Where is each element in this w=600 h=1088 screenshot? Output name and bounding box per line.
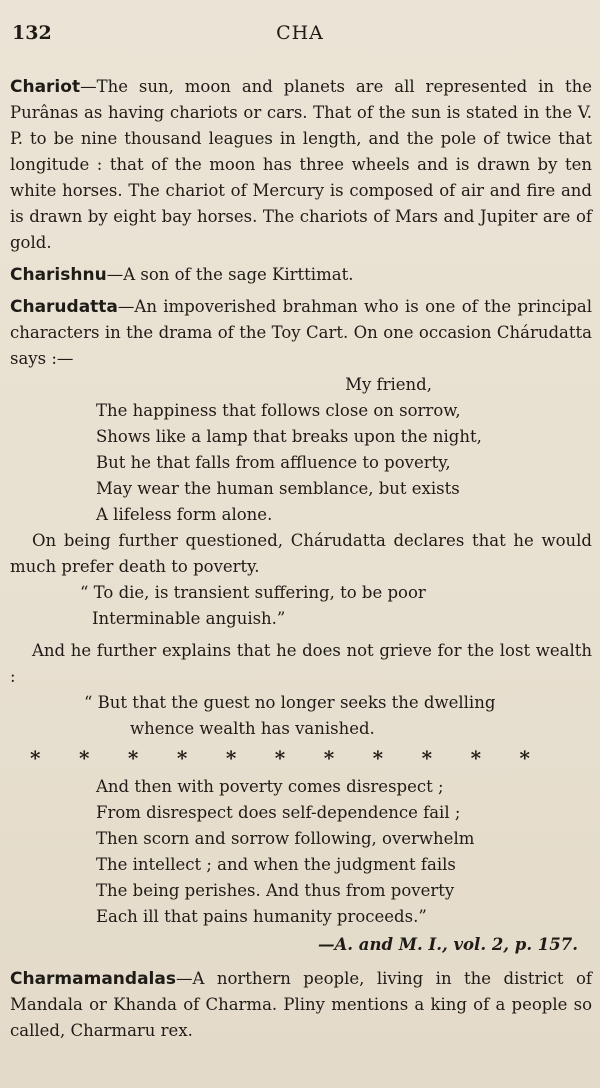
- entry-charmamandalas: [10, 966, 592, 1044]
- entry-headword: Chariot: [10, 77, 81, 97]
- verse-line: And then with poverty comes disrespect ;: [96, 777, 444, 796]
- asterism-divider: [10, 748, 530, 768]
- star-glyph: *: [519, 746, 530, 770]
- page-number: 132: [12, 22, 52, 44]
- entry-headword: Charishnu: [10, 265, 107, 285]
- star-glyph: *: [30, 746, 41, 770]
- verse-line: The intellect ; and when the judgment fails: [96, 855, 456, 874]
- page-body: [10, 74, 592, 1050]
- quote-block-1: [10, 580, 592, 632]
- entry-chariot: [10, 74, 592, 256]
- citation: —A. and M. I., vol. 2, p. 157.: [318, 935, 578, 954]
- entry-charudatta: [10, 294, 592, 372]
- star-glyph: *: [78, 746, 90, 770]
- star-glyph: *: [127, 746, 139, 770]
- verse-line: The being perishes. And thus from poverty: [96, 881, 455, 900]
- paragraph-questioned: On being further questioned, Chárudatta declares that he would much prefer death to poverty.: [10, 531, 592, 576]
- verse-line: Shows like a lamp that breaks upon the night,: [96, 427, 482, 446]
- star-glyph: *: [372, 746, 384, 770]
- running-head: CHA: [276, 22, 324, 44]
- entry-headword: Charudatta: [10, 297, 118, 317]
- verse-block-1: [10, 398, 592, 528]
- verse-line: But he that falls from affluence to poverty,: [96, 453, 451, 472]
- verse-line: The happiness that follows close on sorrow,: [96, 401, 461, 420]
- verse-opening: My friend,: [345, 375, 432, 394]
- quote-line: “ But that the guest no longer seeks the dwelling: [84, 693, 496, 712]
- star-glyph: *: [225, 746, 237, 770]
- quote-line: Interminable anguish.”: [92, 609, 286, 628]
- star-glyph: *: [421, 746, 433, 770]
- page-header: [12, 22, 588, 46]
- entry-charishnu: [10, 262, 592, 288]
- quote-line: “ To die, is transient suffering, to be poor: [80, 583, 426, 602]
- verse-line: Then scorn and sorrow following, overwhelm: [96, 829, 475, 848]
- entry-text: —A northern people, living in the district of Mandala or Khanda of Charma. Pliny mentions a king of a people so called, Charmaru rex.: [10, 969, 592, 1040]
- entry-text: —The sun, moon and planets are all represented in the Purânas as having chariots or cars. That of the sun is stated in the V. P. to be nine thousand leagues in length, and the pole of twice that longitude : that of the moon has three wheels and is drawn by ten white horses. The chariot of Mercury is composed of air and fire and is drawn by eight bay horses. The chariots of Mars and Jupiter are of gold.: [10, 77, 592, 252]
- star-glyph: *: [176, 746, 188, 770]
- verse-line: A lifeless form alone.: [96, 505, 273, 524]
- star-glyph: *: [470, 746, 482, 770]
- star-glyph: *: [323, 746, 335, 770]
- star-glyph: *: [274, 746, 286, 770]
- quote-block-2: [10, 690, 592, 742]
- entry-headword: Charmamandalas: [10, 969, 176, 989]
- verse-line: May wear the human semblance, but exists: [96, 479, 460, 498]
- entry-text: —An impoverished brahman who is one of the principal characters in the drama of the Toy Cart. On one occasion Chárudatta says :—: [10, 297, 592, 368]
- verse-block-2: [10, 774, 592, 930]
- verse-line: Each ill that pains humanity proceeds.”: [96, 907, 427, 926]
- quote-line: whence wealth has vanished.: [130, 719, 375, 738]
- entry-text: —A son of the sage Kirttimat.: [106, 265, 354, 284]
- paragraph-explains: And he further explains that he does not grieve for the lost wealth :: [10, 641, 592, 686]
- verse-line: From disrespect does self-dependence fail ;: [96, 803, 461, 822]
